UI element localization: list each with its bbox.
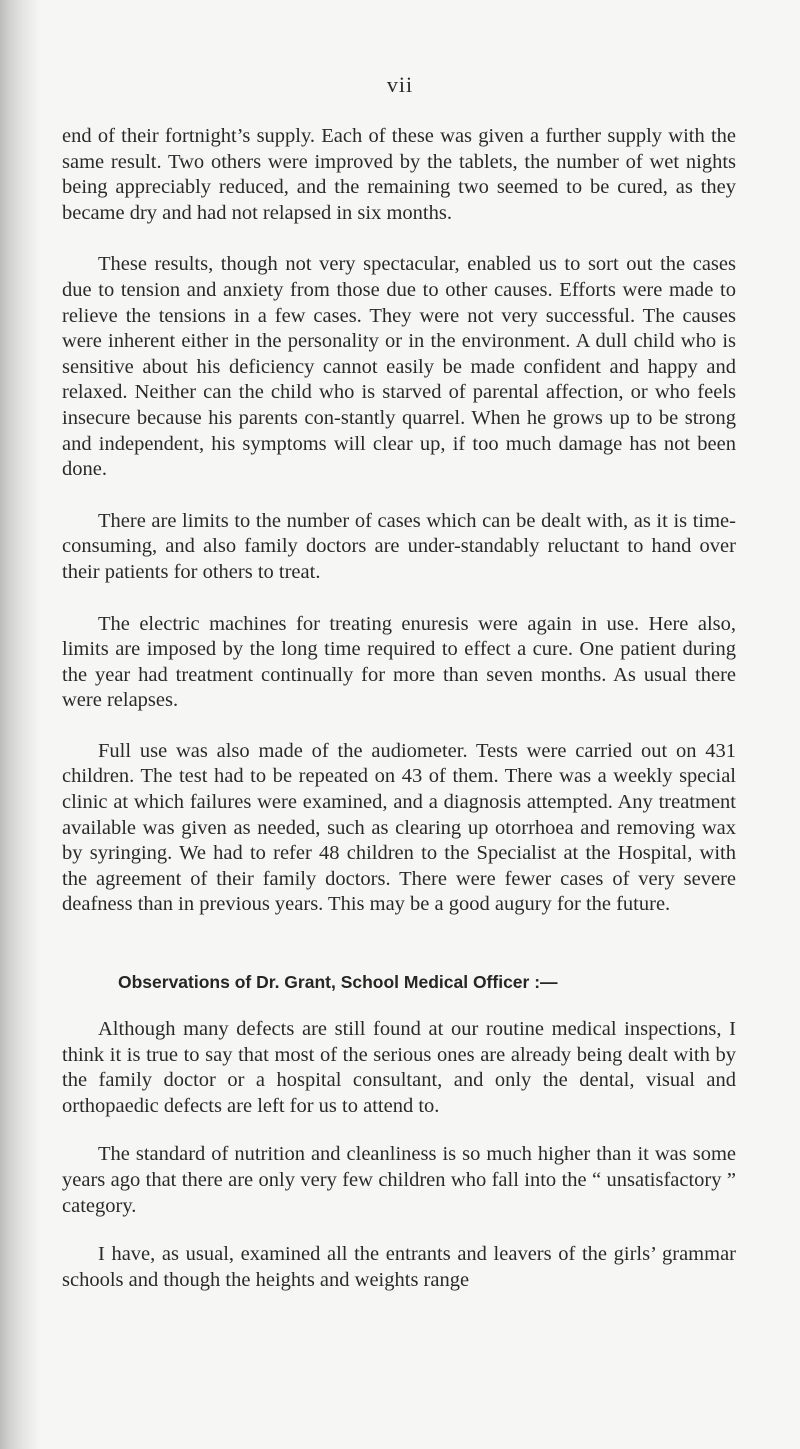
body-text — [62, 124, 736, 1293]
paragraph-5: Full use was also made of the audiometer. Tests were carried out on 431 children. The test had to be repeated on 43 of them. There was a weekly special clinic at which failures were examined, and a diagnosis attempted. Any treatment available was given as needed, such as clearing up otorrhoea and removing wax by syringing. We had to refer 48 children to the Specialist at the Hospital, with the agreement of their family doctors. There were fewer cases of very severe deafness than in previous years. This may be a good augury for the future. — [62, 739, 736, 916]
paragraph-7: The standard of nutrition and cleanliness is so much higher than it was some years ago that there are only very few children who fall into the “ unsatisfactory ” category. — [62, 1143, 736, 1217]
paragraph-3: There are limits to the number of cases which can be dealt with, as it is time-consuming, and also family doctors are under-standably reluctant to hand over their patients for others to treat. — [62, 509, 736, 583]
page-number: vii — [386, 72, 414, 97]
paragraph-4: The electric machines for treating enuresis were again in use. Here also, limits are imposed by the long time required to effect a cure. One patient during the year had treatment continually for more than seven months. As usual there were relapses. — [62, 612, 736, 712]
section-heading: Observations of Dr. Grant, School Medical Officer :— — [118, 972, 558, 993]
paragraph-8: I have, as usual, examined all the entrants and leavers of the girls’ grammar schools and though the heights and weights range — [62, 1243, 736, 1291]
paragraph-2: These results, though not very spectacular, enabled us to sort out the cases due to tension and anxiety from those due to other causes. Efforts were made to relieve the tensions in a few cases. They were not very successful. The causes were inherent either in the personality or in the environment. A dull child who is sensitive about his deficiency cannot easily be made confident and happy and relaxed. Neither can the child who is starved of parental affection, or who feels insecure because his parents con-stantly quarrel. When he grows up to be strong and independent, his symptoms will clear up, if too much damage has not been done. — [62, 253, 736, 481]
page-binding-edge — [0, 0, 40, 1449]
paragraph-6: Although many defects are still found at our routine medical inspections, I think it is true to say that most of the serious ones are already being dealt with by the family doctor or a hospital consultant, and only the dental, visual and orthopaedic defects are left for us to attend to. — [62, 1018, 736, 1117]
paragraph-1: end of their fortnight’s supply. Each of these was given a further supply with the same result. Two others were improved by the tablets, the number of wet nights being appreciably reduced, and the remaining two seemed to be cured, as they became dry and had not relapsed in six months. — [62, 125, 736, 224]
